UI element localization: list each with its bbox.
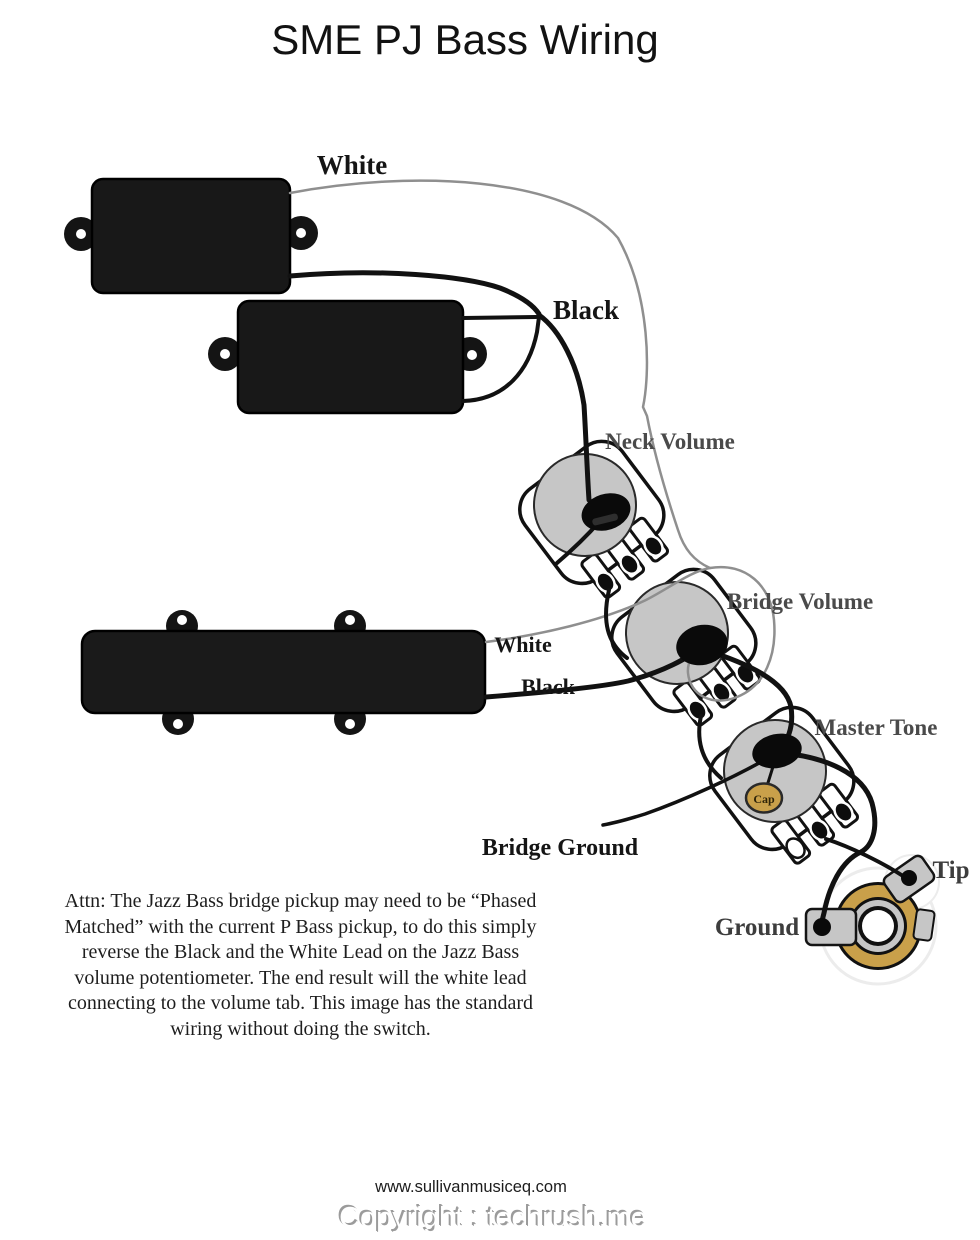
jack-ground-dot xyxy=(813,918,831,936)
jack-tip-dot xyxy=(901,870,917,886)
note-line: connecting to the volume tab. This image has the standard xyxy=(67,992,534,1015)
label-p-black: Black xyxy=(552,295,620,325)
label-p-white: White xyxy=(316,150,388,180)
capacitor-label: Cap xyxy=(753,792,775,806)
note-line: volume potentiometer. The end result will the white lead xyxy=(74,966,527,989)
pickup-body xyxy=(238,301,463,413)
label-neck-volume: Neck Volume xyxy=(605,429,735,454)
label-bridge-volume: Bridge Volume xyxy=(726,589,874,614)
screw-hole xyxy=(220,349,230,359)
page-title: SME PJ Bass Wiring xyxy=(271,16,659,63)
jack-hole xyxy=(862,910,894,942)
screw-hole xyxy=(345,719,355,729)
black-wire-p2-top xyxy=(463,317,536,318)
screw-hole xyxy=(345,615,355,625)
note-line: reverse the Black and the White Lead on the Jazz Bass xyxy=(81,941,520,964)
screw-hole xyxy=(173,719,183,729)
label-master-tone: Master Tone xyxy=(814,715,938,740)
copyright-watermark: Copyright : techrush.me xyxy=(339,1202,647,1234)
label-bridge-ground: Bridge Ground xyxy=(481,835,639,861)
jack-plate-edge xyxy=(913,909,935,941)
note-line: Matched” with the current P Bass pickup, to do this simply xyxy=(64,915,537,938)
label-ground: Ground xyxy=(714,914,800,941)
screw-hole xyxy=(76,229,86,239)
jazz-bass-pickup xyxy=(82,610,485,735)
attention-note xyxy=(18,889,583,1043)
note-line: Attn: The Jazz Bass bridge pickup may need to be “Phased xyxy=(64,890,537,912)
label-j-black: Black xyxy=(521,674,575,699)
output-jack xyxy=(806,854,939,984)
capacitor xyxy=(746,784,782,813)
screw-hole xyxy=(467,350,477,360)
label-tip: Tip xyxy=(932,857,970,884)
screw-hole xyxy=(296,228,306,238)
screw-hole xyxy=(177,615,187,625)
pickup-body xyxy=(82,631,485,713)
label-j-white: White xyxy=(494,632,552,657)
website-url: www.sullivanmusiceq.com xyxy=(375,1178,567,1196)
note-line: wiring without doing the switch. xyxy=(170,1017,431,1040)
p-bass-pickup-bottom-half xyxy=(208,301,487,413)
p-bass-pickup-top-half xyxy=(64,179,318,293)
pickup-body xyxy=(92,179,290,293)
